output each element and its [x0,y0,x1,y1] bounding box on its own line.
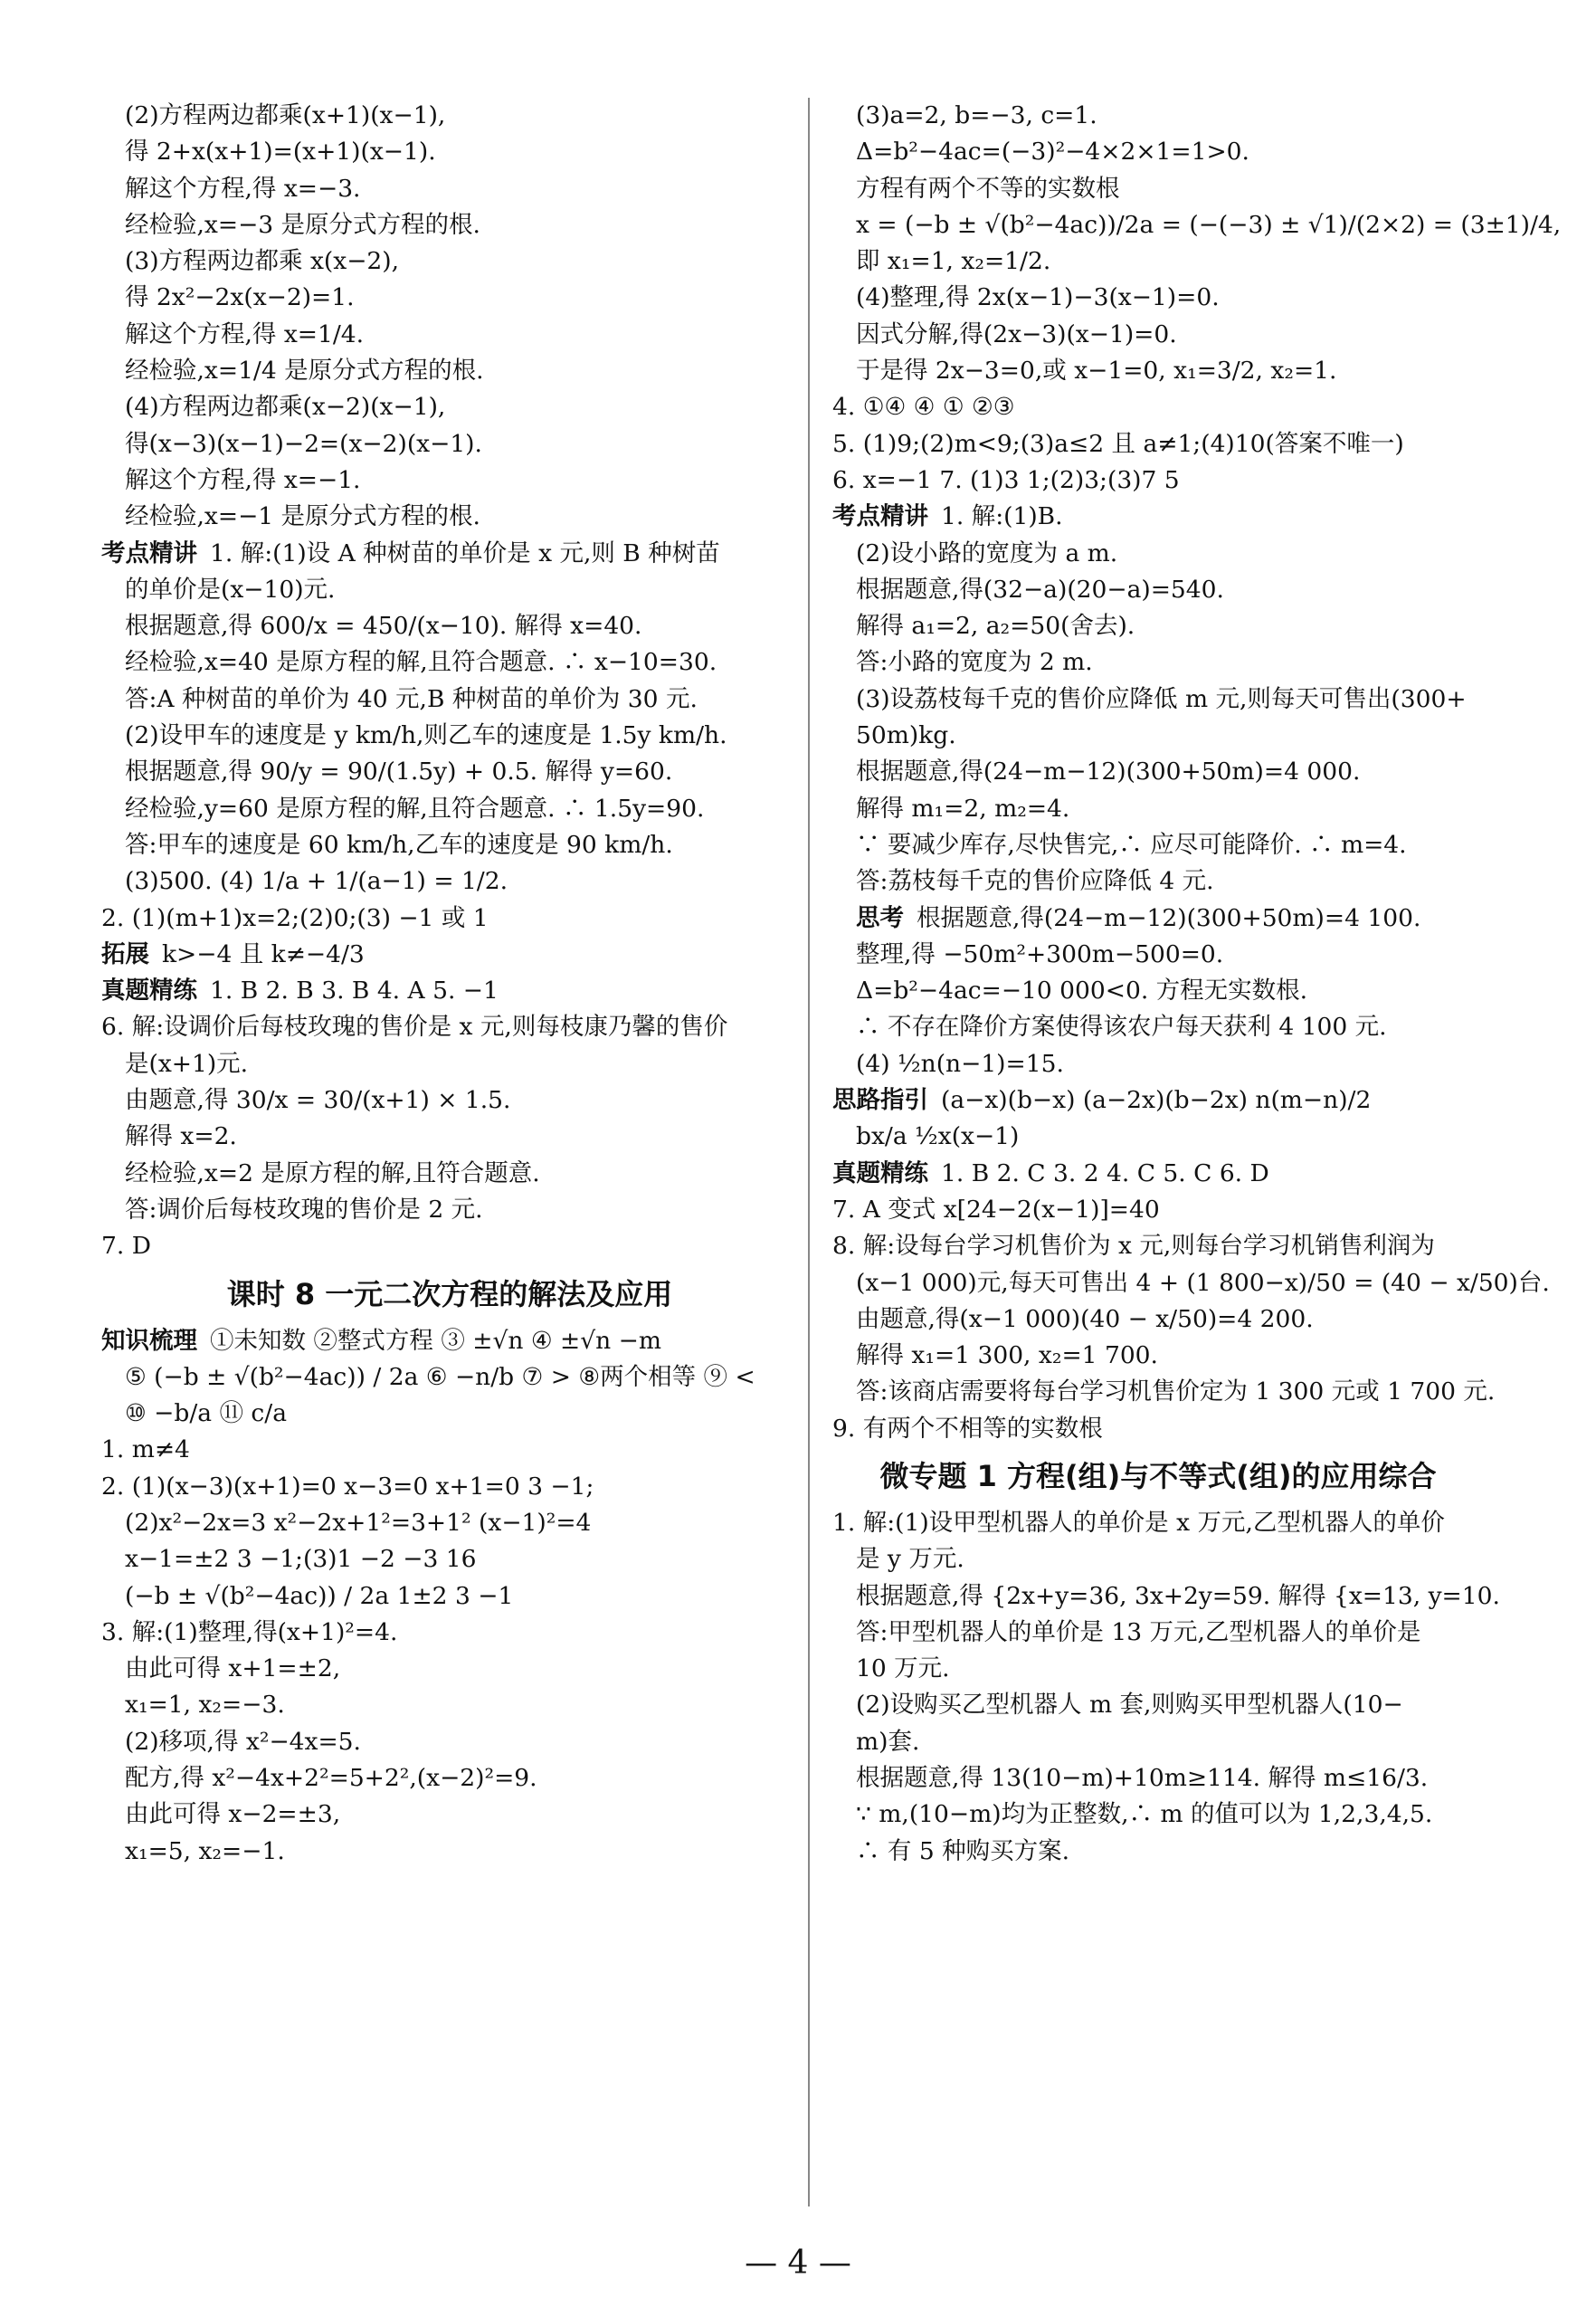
section-heading [832,1453,1484,1500]
line-text: 根据题意,得(32−a)(20−a)=540. [856,575,1224,604]
column-divider [808,98,810,2206]
line-text: 50m)kg. [856,721,956,750]
line-text: 1. 解:(1)设甲型机器人的单价是 x 万元,乙型机器人的单价 [832,1508,1445,1537]
section-tag: 真题精练 [101,977,197,1006]
line-text: 由题意,得 30/x = 30/(x+1) × 1.5. [125,1086,511,1115]
text-line [832,317,1484,353]
text-line [101,207,798,243]
line-text: 于是得 2x−3=0,或 x−1=0, x₁=3/2, x₂=1. [856,357,1337,386]
text-line [832,644,1484,681]
line-text: x₁=5, x₂=−1. [125,1836,285,1865]
section-heading [101,1271,798,1318]
text-line [832,1760,1484,1797]
text-line [101,608,798,644]
text-line [832,134,1484,170]
line-text: bx/a ½x(x−1) [856,1122,1020,1151]
line-text: 答:甲型机器人的单价是 13 万元,乙型机器人的单价是 [856,1617,1421,1646]
text-line [101,499,798,535]
text-line [101,1834,798,1870]
text-line [832,791,1484,827]
line-text: 2. (1)(m+1)x=2;(2)0;(3) −1 或 1 [101,903,489,932]
line-text: (2)设购买乙型机器人 m 套,则购买甲型机器人(10− [856,1691,1403,1720]
text-line [832,1797,1484,1833]
line-text: 5. (1)9;(2)m<9;(3)a≤2 且 a≠1;(4)10(答案不唯一) [832,429,1404,458]
line-text: (2)移项,得 x²−4x=5. [125,1727,361,1756]
line-text: 解得 x=2. [125,1122,237,1151]
text-line [832,863,1484,900]
text-line [101,1359,798,1396]
line-text: ⑩ −b/a ⑪ c/a [125,1399,287,1428]
text-line [832,1338,1484,1374]
line-text: (3)设荔枝每千克的售价应降低 m 元,则每天可售出(300+ [856,684,1467,713]
line-text: 答:小路的宽度为 2 m. [856,648,1093,677]
line-text: ∴ 有 5 种购买方案. [856,1836,1070,1865]
section-tag: 考点精讲 [101,538,197,567]
line-text: 是 y 万元. [856,1545,964,1574]
text-line [101,462,798,499]
text-line [101,1009,798,1045]
text-line [101,317,798,353]
line-text: 1. m≠4 [101,1435,190,1464]
line-text: 7. D [101,1232,151,1261]
text-line [832,207,1562,243]
text-line [832,1724,1484,1760]
line-text: ∴ 不存在降价方案使得该农户每天获利 4 100 元. [856,1013,1387,1042]
text-line [832,572,1484,608]
line-text: 整理,得 −50m²+300m−500=0. [856,939,1224,968]
text-line [832,681,1484,718]
text-line [832,1301,1484,1338]
section-tag: 真题精练 [832,1158,928,1187]
line-text: 答:荔枝每千克的售价应降低 4 元. [856,867,1214,896]
line-text: 经检验,x=−3 是原分式方程的根. [125,210,480,239]
text-line [101,353,798,389]
line-text: (−b ± √(b²−4ac)) / 2a 1±2 3 −1 [125,1581,514,1610]
text-line [101,536,798,572]
line-text: 根据题意,得 13(10−m)+10m≥114. 解得 m≤16/3. [856,1764,1429,1793]
text-line [832,1046,1484,1082]
line-text: 7. A 变式 x[24−2(x−1)]=40 [832,1195,1160,1224]
line-text: k>−4 且 k≠−4/3 [162,939,365,968]
line-text: ∵ 要减少库存,尽快售完,∴ 应尽可能降价. ∴ m=4. [856,830,1407,859]
text-line [832,1119,1484,1155]
line-text: 6. x=−1 7. (1)3 1;(2)3;(3)7 5 [832,465,1180,494]
text-line [832,1687,1484,1723]
line-text: 2. (1)(x−3)(x+1)=0 x−3=0 x+1=0 3 −1; [101,1472,594,1501]
line-text: 配方,得 x²−4x+2²=5+2²,(x−2)²=9. [125,1764,537,1793]
text-line [832,426,1484,462]
line-text: x = (−b ± √(b²−4ac))/2a = (−(−3) ± √1)/(2×2) = (3±1)/4, [856,210,1562,239]
left-column [101,98,798,1870]
line-text: 即 x₁=1, x₂=1/2. [856,247,1051,276]
text-line [832,1578,1500,1615]
text-line [101,863,798,900]
line-text: 答:A 种树苗的单价为 40 元,B 种树苗的单价为 30 元. [125,684,698,713]
line-text: 3. 解:(1)整理,得(x+1)²=4. [101,1617,398,1646]
line-text: (4)整理,得 2x(x−1)−3(x−1)=0. [856,283,1220,312]
text-line [101,973,798,1009]
text-line [101,937,798,973]
text-line [832,243,1484,280]
line-text: (2)方程两边都乘(x+1)(x−1), [125,101,446,129]
text-line [832,353,1484,389]
line-text: 答:该商店需要将每台学习机售价定为 1 300 元或 1 700 元. [856,1377,1496,1406]
line-text: 1. 解:(1)B. [941,502,1063,531]
text-line [101,681,798,718]
text-line [832,1156,1484,1192]
line-text: (2)设甲车的速度是 y km/h,则乙车的速度是 1.5y km/h. [125,721,727,750]
line-text: 经检验,x=1/4 是原分式方程的根. [125,357,484,386]
line-text: (2)x²−2x=3 x²−2x+1²=3+1² (x−1)²=4 [125,1508,592,1537]
line-text: 的单价是(x−10)元. [125,575,336,604]
line-text: 因式分解,得(2x−3)(x−1)=0. [856,319,1177,348]
text-line [101,718,798,754]
text-line [832,1265,1550,1301]
line-text: 答:调价后每枝玫瑰的售价是 2 元. [125,1195,483,1224]
line-text: (4)方程两边都乘(x−2)(x−1), [125,393,446,422]
line-text: ⑤ (−b ± √(b²−4ac)) / 2a ⑥ −n/b ⑦ > ⑧两个相等 ⑨ < [125,1362,755,1391]
line-text: 得 2+x(x+1)=(x+1)(x−1). [125,138,436,167]
line-text: (3)方程两边都乘 x(x−2), [125,247,400,276]
text-line [832,171,1484,207]
text-line [832,1082,1484,1119]
text-line [101,644,798,681]
text-line [832,1192,1484,1228]
text-line [101,243,798,280]
line-text: Δ=b²−4ac=−10 000<0. 方程无实数根. [856,977,1308,1006]
text-line [101,1228,798,1264]
text-line [101,389,798,425]
text-line [832,280,1484,316]
line-text: (a−x)(b−x) (a−2x)(b−2x) n(m−n)/2 [941,1086,1372,1115]
heading-text: 微专题 1 方程(组)与不等式(组)的应用综合 [879,1458,1437,1493]
line-text: 1. B 2. C 3. 2 4. C 5. C 6. D [941,1158,1269,1187]
line-text: Δ=b²−4ac=(−3)²−4×2×1=1>0. [856,138,1249,167]
text-line [101,280,798,316]
line-text: 4. ①④ ④ ① ②③ [832,393,1015,422]
line-text: 由此可得 x−2=±3, [125,1800,341,1829]
line-text: 根据题意,得(24−m−12)(300+50m)=4 000. [856,758,1361,786]
section-tag: 考点精讲 [832,502,928,531]
line-text: (3)a=2, b=−3, c=1. [856,101,1097,129]
line-text: ∵ m,(10−m)均为正整数,∴ m 的值可以为 1,2,3,4,5. [856,1800,1433,1829]
line-text: 经检验,x=−1 是原分式方程的根. [125,502,480,531]
line-text: 根据题意,得 600/x = 450/(x−10). 解得 x=40. [125,612,642,641]
text-line [832,389,1484,425]
line-text: (3)500. (4) 1/a + 1/(a−1) = 1/2. [125,867,508,896]
line-text: 经检验,x=2 是原方程的解,且符合题意. [125,1158,540,1187]
line-text: 得(x−3)(x−1)−2=(x−2)(x−1). [125,429,482,458]
text-line [832,1228,1484,1264]
line-text: x−1=±2 3 −1;(3)1 −2 −3 16 [125,1545,477,1574]
text-line [832,536,1484,572]
page-number: — 4 — [745,2245,851,2282]
text-line [832,1374,1496,1410]
text-line [832,98,1484,134]
line-text: 6. 解:设调价后每枝玫瑰的售价是 x 元,则每枝康乃馨的售价 [101,1013,728,1042]
text-line [832,1505,1484,1541]
text-line [101,1541,798,1577]
line-text: 经检验,x=40 是原方程的解,且符合题意. ∴ x−10=30. [125,648,717,677]
line-text: 8. 解:设每台学习机售价为 x 元,则每台学习机销售利润为 [832,1232,1435,1261]
line-text: 答:甲车的速度是 60 km/h,乙车的速度是 90 km/h. [125,830,673,859]
text-line [101,1082,798,1119]
text-line [832,1651,1484,1687]
text-line [101,1396,798,1432]
text-line [101,1192,798,1228]
text-line [101,901,798,937]
line-text: 根据题意,得 90/y = 90/(1.5y) + 0.5. 解得 y=60. [125,758,673,786]
line-text: (x−1 000)元,每天可售出 4 + (1 800−x)/50 = (40 − x/50)台. [856,1268,1550,1297]
text-line [101,1724,798,1760]
line-text: 解得 m₁=2, m₂=4. [856,794,1070,823]
line-text: 解这个方程,得 x=−1. [125,465,361,494]
line-text: 解这个方程,得 x=1/4. [125,319,365,348]
text-line [101,134,798,170]
text-line [832,462,1484,499]
text-line [832,718,1484,754]
text-line [101,1797,798,1833]
text-line [832,499,1484,535]
line-text: 解得 a₁=2, a₂=50(舍去). [856,612,1135,641]
text-line [832,754,1484,790]
text-line [832,1615,1484,1651]
line-text: 9. 有两个不相等的实数根 [832,1414,1103,1443]
text-line [101,1469,798,1505]
line-text: (2)设小路的宽度为 a m. [856,538,1118,567]
text-line [101,171,798,207]
text-line [101,1505,798,1541]
line-text: 1. 解:(1)设 A 种树苗的单价是 x 元,则 B 种树苗 [210,538,720,567]
line-text: x₁=1, x₂=−3. [125,1691,285,1720]
text-line [101,754,798,790]
section-tag: 拓展 [101,939,149,968]
line-text: 根据题意,得 {2x+y=36, 3x+2y=59. 解得 {x=13, y=10. [856,1581,1500,1610]
text-line [101,98,798,134]
line-text: 经检验,y=60 是原方程的解,且符合题意. ∴ 1.5y=90. [125,794,705,823]
text-line [832,827,1484,863]
line-text: 根据题意,得(24−m−12)(300+50m)=4 100. [917,903,1421,932]
text-line [101,1323,798,1359]
section-tag: 思考 [856,903,904,932]
text-line [101,1119,798,1155]
text-line [832,1009,1484,1045]
text-line [832,973,1484,1009]
text-line [101,1615,798,1651]
text-line [832,901,1484,937]
text-line [101,572,798,608]
line-text: 由此可得 x+1=±2, [125,1654,341,1683]
line-text: 得 2x²−2x(x−2)=1. [125,283,355,312]
text-line [101,1687,798,1723]
line-text: 1. B 2. B 3. B 4. A 5. −1 [210,977,499,1006]
text-line [101,1760,798,1797]
text-line [101,1046,798,1082]
right-column [832,98,1562,1870]
text-line [101,791,798,827]
text-line [101,1156,798,1192]
line-text: 解这个方程,得 x=−3. [125,174,361,203]
text-line [101,1432,798,1468]
line-text: 方程有两个不等的实数根 [856,174,1120,203]
text-line [832,1411,1484,1447]
text-line [101,426,798,462]
text-line [101,827,798,863]
text-line [832,1541,1484,1577]
heading-text: 课时 8 一元二次方程的解法及应用 [226,1276,673,1311]
text-line [832,1834,1484,1870]
section-tag: 思路指引 [832,1086,928,1115]
section-tag: 知识梳理 [101,1326,197,1355]
text-line [101,1651,798,1687]
line-text: 解得 x₁=1 300, x₂=1 700. [856,1341,1158,1370]
line-text: 由题意,得(x−1 000)(40 − x/50)=4 200. [856,1304,1314,1333]
line-text: ①未知数 ②整式方程 ③ ±√n ④ ±√n −m [210,1326,661,1355]
line-text: m)套. [856,1727,920,1756]
line-text: 是(x+1)元. [125,1049,249,1078]
text-line [101,1578,798,1615]
line-text: 10 万元. [856,1654,950,1683]
text-line [832,937,1484,973]
line-text: (4) ½n(n−1)=15. [856,1049,1064,1078]
text-line [832,608,1484,644]
